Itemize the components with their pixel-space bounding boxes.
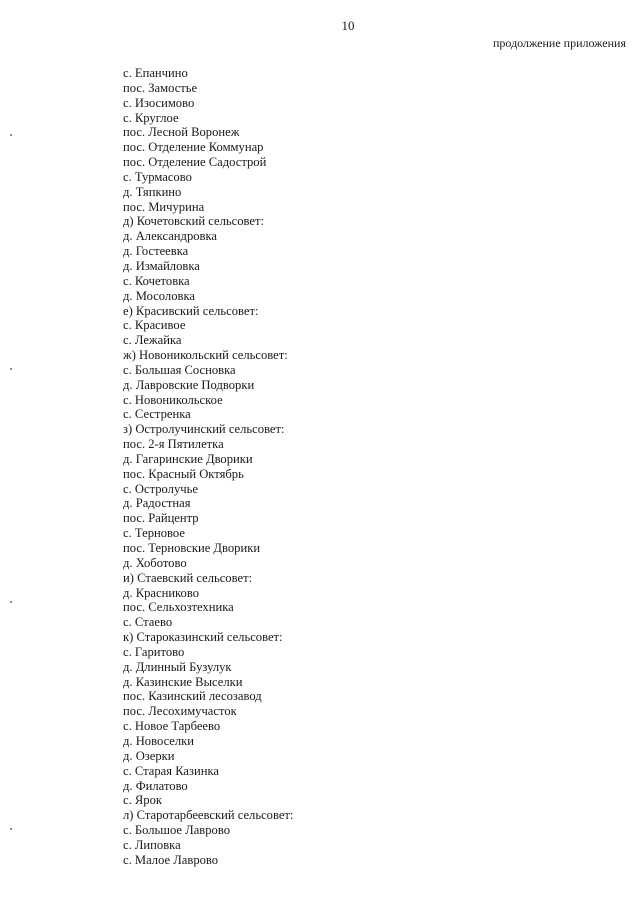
list-item: д. Гагаринские Дворики bbox=[123, 451, 253, 466]
list-item: д. Мосоловка bbox=[123, 288, 195, 303]
section-heading: з) Остролучинский сельсовет: bbox=[123, 422, 285, 437]
list-item: пос. Райцентр bbox=[123, 511, 199, 526]
list-item: с. Изосимово bbox=[123, 95, 195, 110]
section-heading: ж) Новоникольский сельсовет: bbox=[123, 348, 288, 363]
list-item: с. Большая Сосновка bbox=[123, 362, 236, 377]
list-item: д. Красниково bbox=[123, 585, 199, 600]
list-item: д. Гостеевка bbox=[123, 244, 189, 259]
margin-mark bbox=[10, 601, 12, 603]
list-item: пос. 2-я Пятилетка bbox=[123, 437, 224, 452]
list-item: пос. Красный Октябрь bbox=[123, 466, 244, 481]
list-item: пос. Мичурина bbox=[123, 199, 205, 214]
list-item: с. Большое Лаврово bbox=[123, 823, 230, 838]
margin-mark bbox=[10, 134, 12, 136]
list-item: д. Измайловка bbox=[123, 258, 200, 273]
list-item: с. Красивое bbox=[123, 318, 186, 333]
list-item: с. Лежайка bbox=[123, 333, 182, 348]
list-item: пос. Лесохимучасток bbox=[123, 704, 237, 719]
list-item: с. Епанчино bbox=[123, 66, 188, 80]
list-item: с. Ярок bbox=[123, 793, 162, 808]
list-item: д. Лавровские Подворки bbox=[123, 377, 255, 392]
list-item: д. Филатово bbox=[123, 778, 188, 793]
list-item: д. Александровка bbox=[123, 229, 218, 244]
section-heading: д) Кочетовский сельсовет: bbox=[123, 214, 264, 229]
list-item: с. Терновое bbox=[123, 526, 185, 541]
list-item: с. Старая Казинка bbox=[123, 763, 219, 778]
list-item: пос. Замостье bbox=[123, 80, 198, 95]
list-item: пос. Терновские Дворики bbox=[123, 541, 261, 555]
list-item: д. Хоботово bbox=[123, 555, 187, 570]
list-item: с. Стаево bbox=[123, 615, 173, 630]
list-item: с. Малое Лаврово bbox=[123, 852, 219, 867]
list-item: пос. Казинский лесозавод bbox=[123, 689, 262, 704]
continuation-note: продолжение приложения bbox=[493, 36, 626, 50]
list-item: с. Новое Тарбеево bbox=[123, 719, 221, 734]
list-item: с. Новоникольское bbox=[123, 392, 223, 407]
list-item: с. Сестренка bbox=[123, 407, 191, 422]
margin-mark bbox=[10, 828, 12, 830]
list-item: пос. Отделение Садострой bbox=[123, 155, 267, 170]
list-item: д. Длинный Бузулук bbox=[123, 659, 232, 674]
page-number: 10 bbox=[341, 18, 355, 33]
section-heading: к) Староказинский сельсовет: bbox=[123, 630, 283, 645]
section-heading: е) Красивский сельсовет: bbox=[123, 303, 259, 318]
section-heading: и) Стаевский сельсовет: bbox=[123, 570, 253, 585]
section-heading: л) Старотарбеевский сельсовет: bbox=[123, 808, 294, 823]
list-item: д. Казинские Выселки bbox=[123, 674, 243, 689]
list-item: с. Турмасово bbox=[123, 169, 192, 184]
list-item: д. Озерки bbox=[123, 748, 175, 763]
list-item: д. Новоселки bbox=[123, 733, 195, 748]
list-item: пос. Сельхозтехника bbox=[123, 600, 234, 615]
list-item: с. Круглое bbox=[123, 110, 179, 125]
list-item: пос. Лесной Воронеж bbox=[123, 125, 240, 140]
settlement-list bbox=[123, 66, 293, 868]
margin-mark bbox=[10, 368, 12, 370]
list-item: пос. Отделение Коммунар bbox=[123, 140, 264, 155]
list-item: с. Гаритово bbox=[123, 644, 185, 659]
list-item: д. Радостная bbox=[123, 496, 191, 511]
list-item: с. Липовка bbox=[123, 837, 181, 852]
list-item: с. Кочетовка bbox=[123, 273, 190, 288]
list-item: с. Остролучье bbox=[123, 481, 198, 496]
list-item: д. Тяпкино bbox=[123, 184, 182, 199]
